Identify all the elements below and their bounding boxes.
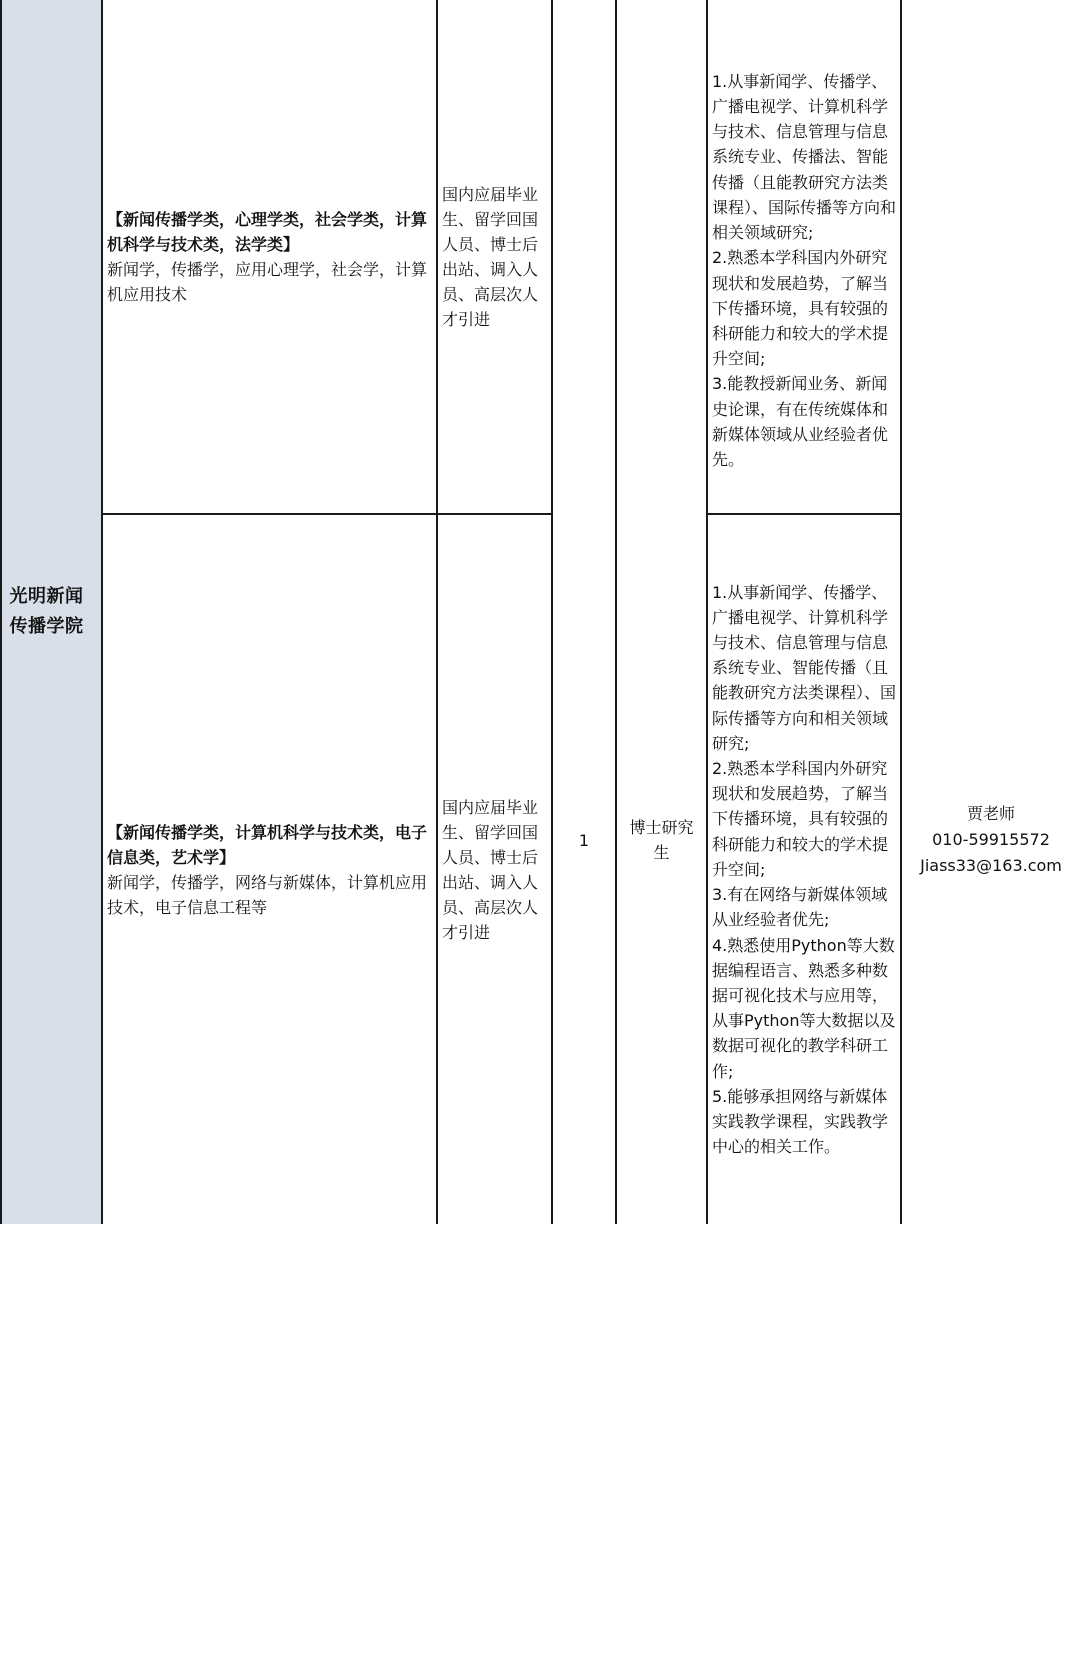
requirement-item: 3.有在网络与新媒体领域从业经验者优先; bbox=[712, 885, 888, 930]
majors-1: 新闻学，传播学，应用心理学，社会学，计算机应用技术 bbox=[107, 259, 428, 304]
major-cell-1 bbox=[103, 0, 436, 513]
requirement-item: 1.从事新闻学、传播学、广播电视学、计算机科学与技术、信息管理与信息系统专业、智能传播（且能教研究方法类课程）、国际传播等方向和相关领域研究; bbox=[712, 582, 897, 753]
contact-email[interactable]: Jiass33@163.com bbox=[920, 856, 1062, 875]
divider bbox=[0, 0, 2, 1224]
source-text-2: 国内应届毕业生、留学回国人员、博士后出站、调入人员、高层次人才引进 bbox=[442, 797, 539, 942]
requirement-item: 2.熟悉本学科国内外研究现状和发展趋势，了解当下传播环境，具有较强的科研能力和较大的学术提升空间; bbox=[712, 759, 889, 879]
divider bbox=[101, 513, 552, 515]
contact-phone: 010-59915572 bbox=[932, 830, 1050, 849]
divider bbox=[615, 0, 617, 1224]
requirement-item: 4.熟悉使用Python等大数据编程语言、熟悉多种数据可视化技术与应用等，从事Python等大数据以及数据可视化的教学科研工作; bbox=[712, 935, 896, 1081]
education-cell bbox=[617, 0, 706, 1680]
contact-name: 贾老师 bbox=[966, 804, 1015, 823]
major-categories-2: 【新闻传播学类，计算机科学与技术类，电子信息类，艺术学】 bbox=[107, 822, 428, 867]
source-cell-1 bbox=[438, 0, 551, 513]
education-value: 博士研究生 bbox=[629, 818, 694, 862]
source-text-1: 国内应届毕业生、留学回国人员、博士后出站、调入人员、高层次人才引进 bbox=[442, 184, 539, 329]
divider bbox=[900, 0, 902, 1224]
source-cell-2 bbox=[438, 515, 551, 1224]
divider bbox=[436, 0, 438, 1224]
requirement-item: 2.熟悉本学科国内外研究现状和发展趋势，了解当下传播环境，具有较强的科研能力和较大的学术提升空间; bbox=[712, 248, 889, 369]
majors-2: 新闻学，传播学，网络与新媒体，计算机应用技术，电子信息工程等 bbox=[107, 872, 428, 917]
requirements-cell-1 bbox=[708, 0, 900, 513]
major-cell-2 bbox=[103, 515, 436, 1224]
department-name: 光明新闻传播学院 bbox=[9, 586, 84, 637]
headcount-cell bbox=[553, 0, 615, 1680]
requirement-item: 5.能够承担网络与新媒体实践教学课程，实践教学中心的相关工作。 bbox=[712, 1086, 889, 1157]
divider bbox=[101, 0, 103, 1224]
divider bbox=[551, 0, 553, 1224]
major-categories-1: 【新闻传播学类，心理学类，社会学类，计算机科学与技术类，法学类】 bbox=[107, 209, 428, 254]
divider bbox=[706, 0, 708, 1224]
requirement-item: 1.从事新闻学、传播学、广播电视学、计算机科学与技术、信息管理与信息系统专业、传播法、智能传播（且能教研究方法类课程）、国际传播等方向和相关领域研究; bbox=[712, 71, 897, 243]
requirements-list-1 bbox=[712, 69, 898, 472]
requirements-cell-2 bbox=[708, 515, 900, 1224]
contact-cell bbox=[902, 0, 1080, 1680]
requirements-list-2 bbox=[712, 580, 898, 1160]
department-cell bbox=[2, 0, 101, 1224]
headcount-value: 1 bbox=[578, 830, 590, 850]
divider bbox=[706, 513, 902, 515]
requirement-item: 3.能教授新闻业务、新闻史论课，有在传统媒体和新媒体领域从业经验者优先。 bbox=[712, 374, 889, 469]
